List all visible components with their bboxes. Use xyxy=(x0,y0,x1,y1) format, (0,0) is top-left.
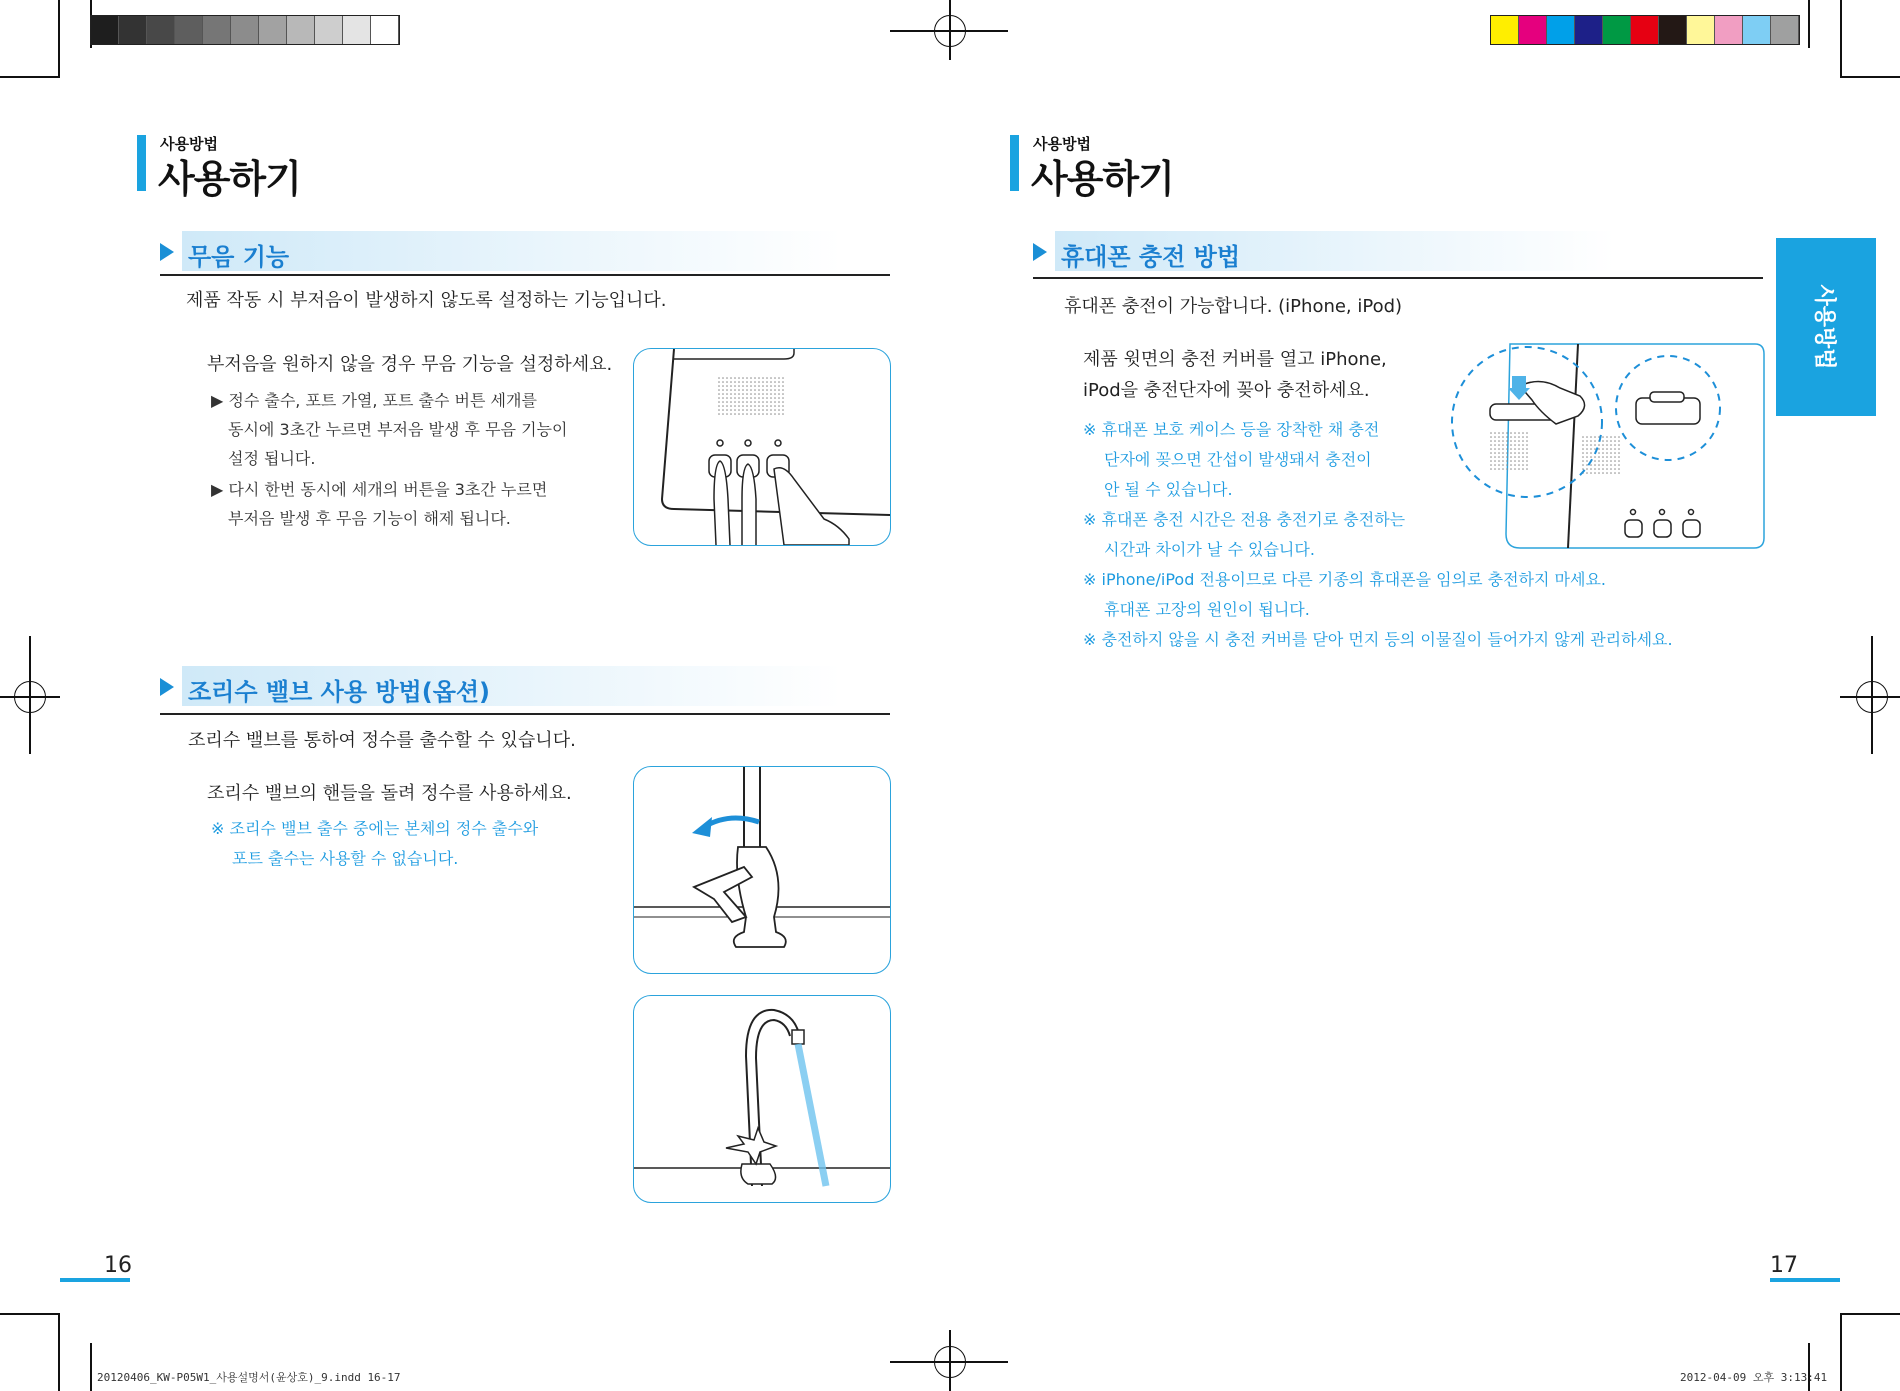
section-header-cooking-valve xyxy=(160,666,890,706)
color-swatch xyxy=(1771,16,1799,44)
color-swatch xyxy=(1519,16,1547,44)
section-subhead: 사용방법 xyxy=(160,135,218,153)
color-swatch xyxy=(119,16,147,44)
instruction-lead: 부저음을 원하지 않을 경우 무음 기능을 설정하세요. xyxy=(207,354,613,375)
page-title: 사용하기 xyxy=(158,157,301,201)
color-swatch xyxy=(343,16,371,44)
color-swatch xyxy=(231,16,259,44)
heading-accent-bar xyxy=(1010,135,1019,191)
phone-charging-illustration xyxy=(1450,336,1770,556)
triangle-icon xyxy=(1033,243,1047,261)
gray-color-bar xyxy=(90,15,400,45)
color-swatch xyxy=(1715,16,1743,44)
section-subhead: 사용방법 xyxy=(1033,135,1091,153)
footer-file-name: 20120406_KW-P05W1_사용설명서(윤상호)_9.indd 16-17 xyxy=(97,1371,401,1384)
heading-accent-bar xyxy=(137,135,146,191)
section-header-phone-charging xyxy=(1033,231,1763,271)
bullet-1: ▶ 정수 출수, 포트 가열, 포트 출수 버튼 세개를 동시에 3초간 누르면 부저음 발생 후 무음 기능이 설정 됩니다. xyxy=(211,391,568,468)
side-index-tab: 사용방법 xyxy=(1776,238,1876,416)
triangle-icon xyxy=(160,243,174,261)
mute-buttons-illustration xyxy=(633,348,891,546)
color-swatch xyxy=(1659,16,1687,44)
color-swatch xyxy=(203,16,231,44)
page-title: 사용하기 xyxy=(1031,157,1174,201)
valve-dispensing-illustration xyxy=(633,995,891,1203)
color-swatch xyxy=(1743,16,1771,44)
valve-handle-illustration xyxy=(633,766,891,974)
page-number: 17 xyxy=(1770,1253,1798,1278)
caution-note: ※ 조리수 밸브 출수 중에는 본체의 정수 출수와 포트 출수는 사용할 수 없습니다. xyxy=(211,819,539,868)
color-swatch xyxy=(1547,16,1575,44)
section-intro: 제품 작동 시 부저음이 발생하지 않도록 설정하는 기능입니다. xyxy=(186,290,667,311)
section-title: 조리수 밸브 사용 방법(옵션) xyxy=(188,678,491,706)
color-swatch xyxy=(175,16,203,44)
section-header-mute xyxy=(160,231,890,271)
page-number: 16 xyxy=(104,1253,132,1278)
process-color-bar xyxy=(1490,15,1800,45)
section-intro: 휴대폰 충전이 가능합니다. (iPhone, iPod) xyxy=(1064,296,1403,317)
caution-notes: ※ 휴대폰 보호 케이스 등을 장착한 채 충전 단자에 꽂으면 간섭이 발생돼서 충전이 안 될 수 있습니다. ※ 휴대폰 충전 시간은 전용 충전기로 충전하는 시간과 차이가 날 수 있습니다. ※ iPhone/iPod 전용이므로 다른 기종의 휴대폰을 임의로 충전하지 마세요. 휴대폰 고장의 원인이 됩니다. ※ 충전하지 않을 시 충전 커버를 닫아 먼지 등의 이물질이 들어가지 않게 관리하세요. xyxy=(1083,420,1673,649)
color-swatch xyxy=(287,16,315,44)
page-number-underline xyxy=(60,1278,130,1282)
color-swatch xyxy=(315,16,343,44)
page-number-underline xyxy=(1770,1278,1840,1282)
color-swatch xyxy=(147,16,175,44)
instruction-lead: 조리수 밸브의 핸들을 돌려 정수를 사용하세요. xyxy=(207,783,572,804)
color-swatch xyxy=(91,16,119,44)
color-swatch xyxy=(1631,16,1659,44)
footer-date: 2012-04-09 오후 3:13:41 xyxy=(1680,1371,1828,1384)
color-swatch xyxy=(371,16,399,44)
divider xyxy=(1033,277,1763,279)
bullet-2: ▶ 다시 한번 동시에 세개의 버튼을 3초간 누르면 부저음 발생 후 무음 기능이 해제 됩니다. xyxy=(211,480,548,528)
section-intro: 조리수 밸브를 통하여 정수를 출수할 수 있습니다. xyxy=(188,730,576,751)
color-swatch xyxy=(1491,16,1519,44)
instruction-lead: 제품 윗면의 충전 커버를 열고 iPhone, iPod을 충전단자에 꽂아 충전하세요. xyxy=(1083,349,1387,401)
divider xyxy=(160,713,890,715)
color-swatch xyxy=(259,16,287,44)
triangle-icon xyxy=(160,678,174,696)
section-title: 무음 기능 xyxy=(188,243,290,271)
section-title: 휴대폰 충전 방법 xyxy=(1061,243,1240,271)
color-swatch xyxy=(1687,16,1715,44)
color-swatch xyxy=(1575,16,1603,44)
divider xyxy=(160,274,890,276)
color-swatch xyxy=(1603,16,1631,44)
